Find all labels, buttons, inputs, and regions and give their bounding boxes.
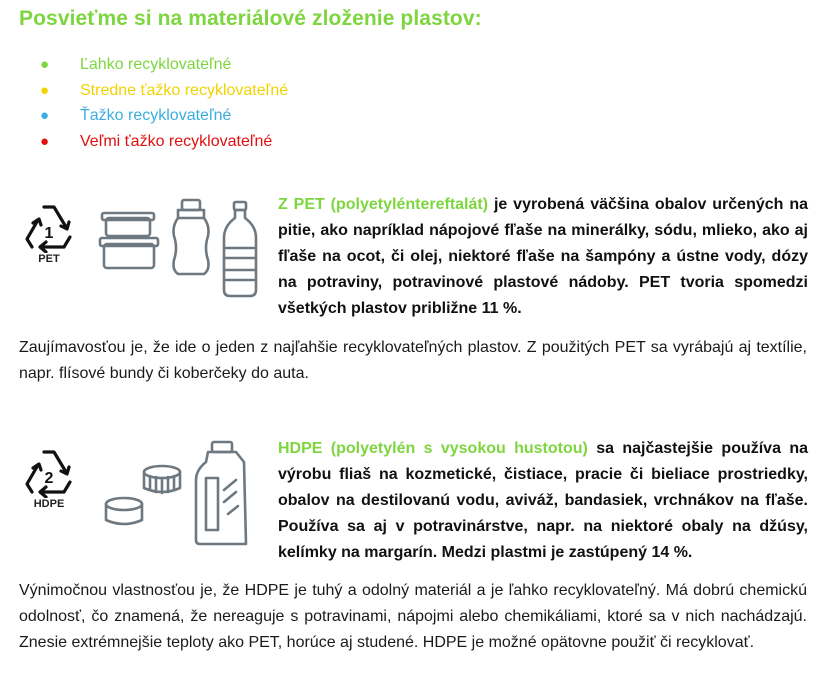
legend-item-very-hard	[40, 129, 288, 155]
legend-item-easy	[40, 52, 288, 78]
pet-description-text: je vyrobená väčšina obalov určených na pitie, ako napríklad nápojové fľaše na minerálky, sódu, mlieko, ako aj fľaše na ocot, či olej, niektoré fľaše na šampóny a ústne vody, dózy na potraviny, potravinové plastové nádoby. PET tvoria spomedzi všetkých plastov približne 11 %.	[278, 196, 808, 317]
recyclability-legend	[40, 52, 288, 154]
legend-label: Ťažko recyklovateľné	[80, 107, 232, 124]
recycling-triangle-icon	[14, 446, 84, 498]
hdpe-highlight: HDPE (polyetylén s vysokou hustotou)	[278, 440, 588, 457]
legend-label: Stredne ťažko recyklovateľné	[80, 81, 289, 99]
hdpe-description	[278, 436, 808, 566]
canister-icon	[196, 442, 246, 544]
pet-highlight: Z PET (polyetyléntereftalát)	[278, 196, 489, 213]
recycling-code-number: 1	[44, 225, 54, 242]
legend-label: Veľmi ťažko recyklovateľné	[80, 132, 273, 150]
pet-paragraph: Zaujímavosťou je, že ide o jeden z najľahšie recyklovateľných plastov. Z použitých PET sa vyrábajú aj textílie, napr. flísové bundy či koberčeky do auta.	[19, 339, 807, 382]
hdpe-description-text: sa najčastejšie používa na výrobu fliaš na kozmetické, čistiace, pracie či bieliace prostriedky, obalov na destilovanú vodu, aviváž, bandasiek, vrchnákov na fľaše. Používa sa aj v potravinárstve, napr. na niektoré obaly na džúsy, kelímky na margarín. Medzi plastmi je zastúpený 14 %.	[278, 440, 808, 561]
hdpe-product-icons	[100, 440, 270, 555]
recycling-triangle-icon	[14, 201, 84, 253]
recycling-code-number: 2	[44, 470, 54, 487]
bullet-icon: ●	[40, 81, 50, 99]
hdpe-paragraph: Výnimočnou vlastnosťou je, že HDPE je tuhý a odolný materiál a je ľahko recyklovateľný. Má dobrú chemickú odolnosť, čo znamená, že nereaguje s potravinami, nápojmi alebo chemikáliami, ktoré sa v nich nachádzajú. Znesie extrémnejšie teploty ako PET, horúce aj studené. HDPE je možné opätovne použiť či recyklovať.	[19, 582, 807, 651]
bullet-icon: ●	[40, 132, 50, 150]
recycling-code-name: PET	[38, 253, 60, 265]
bottle-caps-icon	[106, 466, 180, 524]
bullet-icon: ●	[40, 56, 50, 73]
pet-product-icons	[96, 196, 266, 305]
food-containers-icon	[100, 213, 158, 268]
page-title: Posvieťme si na materiálové zloženie plastov:	[19, 7, 482, 30]
bullet-icon: ●	[40, 107, 50, 124]
legend-item-hard	[40, 103, 288, 129]
legend-item-medium	[40, 78, 288, 104]
shampoo-bottle-icon	[174, 200, 209, 274]
recycling-code-name: HDPE	[33, 498, 65, 510]
pet-description	[278, 192, 808, 322]
recycling-code-hdpe	[14, 446, 84, 514]
recycling-code-pet	[14, 201, 84, 269]
water-bottle-icon	[224, 202, 256, 296]
legend-label: Ľahko recyklovateľné	[80, 56, 232, 73]
